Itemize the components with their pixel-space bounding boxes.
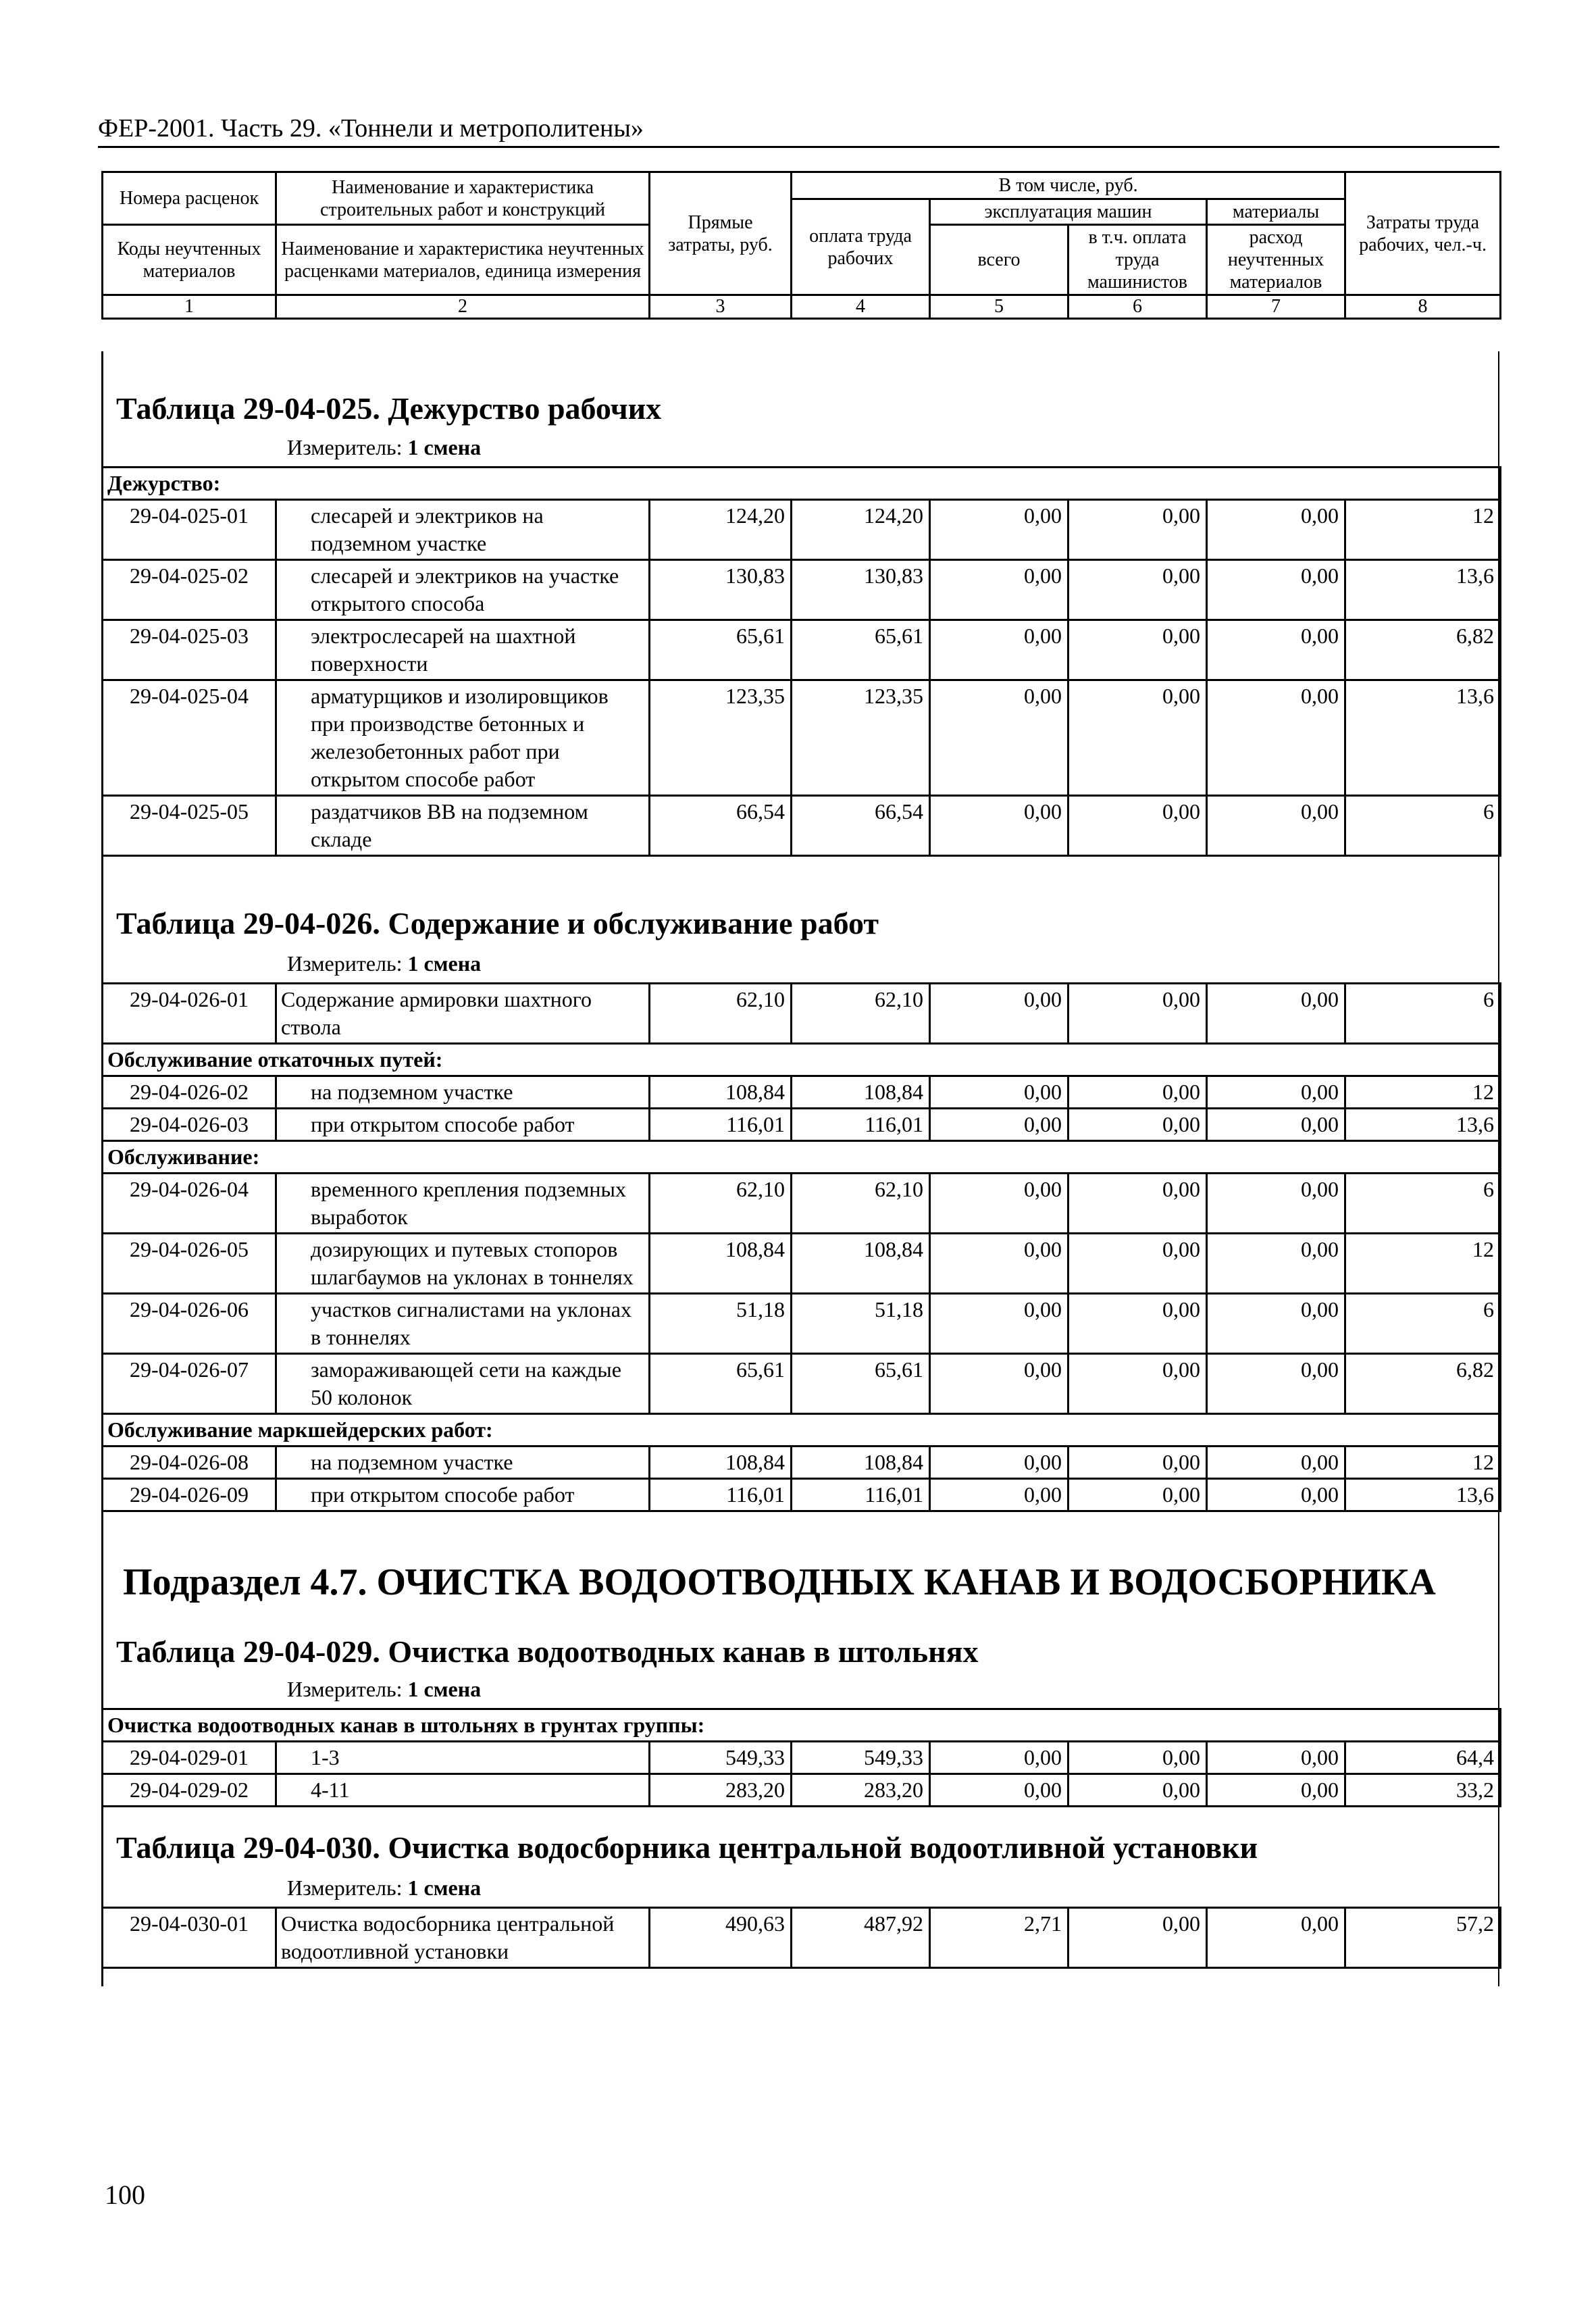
labor-pay: 487,92 xyxy=(792,1908,930,1968)
labor-pay: 124,20 xyxy=(792,500,930,560)
materials-cost: 0,00 xyxy=(1207,620,1345,680)
rate-code: 29-04-025-03 xyxy=(103,620,276,680)
header-rate-numbers: Номера расценок xyxy=(103,172,276,225)
machine-total: 0,00 xyxy=(930,680,1069,796)
work-description: 1-3 xyxy=(276,1742,650,1774)
direct-costs: 51,18 xyxy=(650,1294,792,1354)
materials-cost: 0,00 xyxy=(1207,1908,1345,1968)
direct-costs: 549,33 xyxy=(650,1742,792,1774)
header-including: В том числе, руб. xyxy=(792,172,1345,199)
measure-line xyxy=(287,951,481,976)
rate-code: 29-04-026-06 xyxy=(103,1294,276,1354)
machine-total: 0,00 xyxy=(930,500,1069,560)
work-description: слесарей и электриков на участке открытого способа xyxy=(276,560,650,620)
table-row xyxy=(103,560,1501,620)
table-row xyxy=(103,796,1501,856)
document-header: ФЕР-2001. Часть 29. «Тоннели и метрополитены» xyxy=(98,114,644,143)
machinist-pay: 0,00 xyxy=(1069,1294,1207,1354)
machine-total: 0,00 xyxy=(930,620,1069,680)
header-unaccounted-codes: Коды неучтенных материалов xyxy=(103,225,276,295)
measure-label: Измеритель: xyxy=(287,1677,403,1701)
work-description: арматурщиков и изолировщиков при производстве бетонных и железобетонных работ при открытом способе работ xyxy=(276,680,650,796)
group-header-row xyxy=(103,1141,1501,1174)
column-number: 1 xyxy=(103,295,276,319)
rate-code: 29-04-030-01 xyxy=(103,1908,276,1968)
machinist-pay: 0,00 xyxy=(1069,1354,1207,1414)
subsection-title: Подраздел 4.7. ОЧИСТКА ВОДООТВОДНЫХ КАНАВ И ВОДОСБОРНИКА xyxy=(123,1561,1436,1603)
rate-code: 29-04-026-05 xyxy=(103,1234,276,1294)
rate-code: 29-04-026-08 xyxy=(103,1447,276,1479)
column-number: 8 xyxy=(1345,295,1501,319)
table-row xyxy=(103,500,1501,560)
table-row xyxy=(103,680,1501,796)
rates-table xyxy=(101,1708,1501,1807)
table-row xyxy=(103,1774,1501,1807)
materials-cost: 0,00 xyxy=(1207,1174,1345,1234)
materials-cost: 0,00 xyxy=(1207,1354,1345,1414)
materials-cost: 0,00 xyxy=(1207,796,1345,856)
direct-costs: 108,84 xyxy=(650,1234,792,1294)
group-header-row xyxy=(103,468,1501,500)
labor-pay: 66,54 xyxy=(792,796,930,856)
direct-costs: 124,20 xyxy=(650,500,792,560)
materials-cost: 0,00 xyxy=(1207,1109,1345,1141)
labor-hours: 12 xyxy=(1345,1447,1501,1479)
direct-costs: 116,01 xyxy=(650,1479,792,1511)
table-row xyxy=(103,1742,1501,1774)
column-number: 6 xyxy=(1069,295,1207,319)
labor-pay: 108,84 xyxy=(792,1076,930,1109)
measure-label: Измеритель: xyxy=(287,951,403,976)
labor-pay: 283,20 xyxy=(792,1774,930,1807)
group-header-row xyxy=(103,1709,1501,1742)
labor-pay: 549,33 xyxy=(792,1742,930,1774)
labor-pay: 108,84 xyxy=(792,1447,930,1479)
measure-line xyxy=(287,435,481,460)
work-description: на подземном участке xyxy=(276,1447,650,1479)
rate-code: 29-04-025-01 xyxy=(103,500,276,560)
direct-costs: 490,63 xyxy=(650,1908,792,1968)
labor-hours: 13,6 xyxy=(1345,560,1501,620)
work-description: раздатчиков ВВ на подземном складе xyxy=(276,796,650,856)
machinist-pay: 0,00 xyxy=(1069,680,1207,796)
rate-code: 29-04-025-05 xyxy=(103,796,276,856)
machinist-pay: 0,00 xyxy=(1069,1774,1207,1807)
machinist-pay: 0,00 xyxy=(1069,1479,1207,1511)
materials-cost: 0,00 xyxy=(1207,1076,1345,1109)
direct-costs: 283,20 xyxy=(650,1774,792,1807)
column-number: 4 xyxy=(792,295,930,319)
materials-cost: 0,00 xyxy=(1207,984,1345,1044)
labor-hours: 13,6 xyxy=(1345,1479,1501,1511)
header-direct-costs: Прямые затраты, руб. xyxy=(650,172,792,295)
machine-total: 0,00 xyxy=(930,796,1069,856)
measure-label: Измеритель: xyxy=(287,435,403,459)
labor-hours: 12 xyxy=(1345,1234,1501,1294)
labor-hours: 12 xyxy=(1345,1076,1501,1109)
header-work-name: Наименование и характеристика строительных работ и конструкций xyxy=(276,172,650,225)
work-description: электрослесарей на шахтной поверхности xyxy=(276,620,650,680)
machinist-pay: 0,00 xyxy=(1069,1076,1207,1109)
page-number: 100 xyxy=(105,2180,145,2210)
table-row xyxy=(103,1908,1501,1968)
direct-costs: 62,10 xyxy=(650,984,792,1044)
materials-cost: 0,00 xyxy=(1207,500,1345,560)
column-number: 7 xyxy=(1207,295,1345,319)
labor-hours: 6,82 xyxy=(1345,620,1501,680)
table-row xyxy=(103,620,1501,680)
table-title: Таблица 29-04-025. Дежурство рабочих xyxy=(116,391,662,426)
work-description: замораживающей сети на каждые 50 колонок xyxy=(276,1354,650,1414)
machinist-pay: 0,00 xyxy=(1069,1447,1207,1479)
work-description: 4-11 xyxy=(276,1774,650,1807)
machine-total: 0,00 xyxy=(930,1354,1069,1414)
labor-pay: 62,10 xyxy=(792,984,930,1044)
machinist-pay: 0,00 xyxy=(1069,500,1207,560)
machine-total: 0,00 xyxy=(930,1174,1069,1234)
header-machinist-pay: в т.ч. оплата труда машинистов xyxy=(1069,225,1207,295)
table-row xyxy=(103,1294,1501,1354)
rates-table xyxy=(101,1907,1501,1969)
column-header-table xyxy=(101,171,1501,320)
table-title: Таблица 29-04-026. Содержание и обслуживание работ xyxy=(116,906,879,940)
machinist-pay: 0,00 xyxy=(1069,1742,1207,1774)
table-row xyxy=(103,1109,1501,1141)
table-row xyxy=(103,1234,1501,1294)
column-number: 3 xyxy=(650,295,792,319)
direct-costs: 108,84 xyxy=(650,1076,792,1109)
materials-cost: 0,00 xyxy=(1207,1294,1345,1354)
header-rule xyxy=(98,146,1499,148)
machinist-pay: 0,00 xyxy=(1069,984,1207,1044)
header-machine-total: всего xyxy=(930,225,1069,295)
work-description: при открытом способе работ xyxy=(276,1109,650,1141)
direct-costs: 62,10 xyxy=(650,1174,792,1234)
labor-hours: 13,6 xyxy=(1345,1109,1501,1141)
work-description: дозирующих и путевых стопоров шлагбаумов на уклонах в тоннелях xyxy=(276,1234,650,1294)
machinist-pay: 0,00 xyxy=(1069,1234,1207,1294)
labor-pay: 116,01 xyxy=(792,1109,930,1141)
labor-pay: 65,61 xyxy=(792,620,930,680)
group-label: Очистка водоотводных канав в штольнях в грунтах группы: xyxy=(103,1709,1501,1742)
labor-hours: 6,82 xyxy=(1345,1354,1501,1414)
materials-cost: 0,00 xyxy=(1207,680,1345,796)
rate-code: 29-04-029-02 xyxy=(103,1774,276,1807)
machine-total: 0,00 xyxy=(930,1234,1069,1294)
rate-code: 29-04-029-01 xyxy=(103,1742,276,1774)
labor-hours: 12 xyxy=(1345,500,1501,560)
column-number: 2 xyxy=(276,295,650,319)
machinist-pay: 0,00 xyxy=(1069,620,1207,680)
machinist-pay: 0,00 xyxy=(1069,796,1207,856)
machine-total: 2,71 xyxy=(930,1908,1069,1968)
materials-cost: 0,00 xyxy=(1207,1234,1345,1294)
rate-code: 29-04-025-04 xyxy=(103,680,276,796)
work-description: участков сигналистами на уклонах в тоннелях xyxy=(276,1294,650,1354)
table-row xyxy=(103,984,1501,1044)
table-title: Таблица 29-04-030. Очистка водосборника центральной водоотливной установки xyxy=(116,1830,1258,1865)
machine-total: 0,00 xyxy=(930,1774,1069,1807)
materials-cost: 0,00 xyxy=(1207,560,1345,620)
machine-total: 0,00 xyxy=(930,1109,1069,1141)
work-description: Содержание армировки шахтного ствола xyxy=(276,984,650,1044)
labor-hours: 57,2 xyxy=(1345,1908,1501,1968)
machinist-pay: 0,00 xyxy=(1069,560,1207,620)
work-description: слесарей и электриков на подземном участке xyxy=(276,500,650,560)
labor-hours: 33,2 xyxy=(1345,1774,1501,1807)
direct-costs: 123,35 xyxy=(650,680,792,796)
table-row xyxy=(103,1354,1501,1414)
rate-code: 29-04-026-07 xyxy=(103,1354,276,1414)
rates-table xyxy=(101,466,1501,857)
machine-total: 0,00 xyxy=(930,1076,1069,1109)
direct-costs: 65,61 xyxy=(650,620,792,680)
labor-pay: 130,83 xyxy=(792,560,930,620)
table-title: Таблица 29-04-029. Очистка водоотводных канав в штольнях xyxy=(116,1634,979,1669)
machinist-pay: 0,00 xyxy=(1069,1174,1207,1234)
direct-costs: 66,54 xyxy=(650,796,792,856)
header-labor-costs: Затраты труда рабочих, чел.-ч. xyxy=(1345,172,1501,295)
rate-code: 29-04-026-01 xyxy=(103,984,276,1044)
labor-pay: 108,84 xyxy=(792,1234,930,1294)
labor-hours: 6 xyxy=(1345,1294,1501,1354)
machine-total: 0,00 xyxy=(930,1479,1069,1511)
machinist-pay: 0,00 xyxy=(1069,1908,1207,1968)
materials-cost: 0,00 xyxy=(1207,1447,1345,1479)
group-label: Обслуживание откаточных путей: xyxy=(103,1044,1501,1076)
labor-pay: 116,01 xyxy=(792,1479,930,1511)
measure-line xyxy=(287,1677,481,1702)
measure-value: 1 смена xyxy=(407,1876,482,1900)
labor-hours: 6 xyxy=(1345,984,1501,1044)
header-labor-pay: оплата труда рабочих xyxy=(792,199,930,295)
group-label: Обслуживание маркшейдерских работ: xyxy=(103,1414,1501,1447)
work-description: на подземном участке xyxy=(276,1076,650,1109)
rate-code: 29-04-026-03 xyxy=(103,1109,276,1141)
labor-pay: 51,18 xyxy=(792,1294,930,1354)
direct-costs: 130,83 xyxy=(650,560,792,620)
group-header-row xyxy=(103,1414,1501,1447)
rate-code: 29-04-026-09 xyxy=(103,1479,276,1511)
table-row xyxy=(103,1174,1501,1234)
work-description: временного крепления подземных выработок xyxy=(276,1174,650,1234)
rate-code: 29-04-026-04 xyxy=(103,1174,276,1234)
header-materials-consumption: расход неучтенных материалов xyxy=(1207,225,1345,295)
header-materials-name: Наименование и характеристика неучтенных расценками материалов, единица измерения xyxy=(276,225,650,295)
materials-cost: 0,00 xyxy=(1207,1774,1345,1807)
measure-line xyxy=(287,1876,481,1901)
group-label: Обслуживание: xyxy=(103,1141,1501,1174)
machine-total: 0,00 xyxy=(930,560,1069,620)
table-row xyxy=(103,1076,1501,1109)
work-description: Очистка водосборника центральной водоотливной установки xyxy=(276,1908,650,1968)
machine-total: 0,00 xyxy=(930,1447,1069,1479)
measure-value: 1 смена xyxy=(407,951,482,976)
column-number: 5 xyxy=(930,295,1069,319)
machine-total: 0,00 xyxy=(930,1742,1069,1774)
direct-costs: 108,84 xyxy=(650,1447,792,1479)
machine-total: 0,00 xyxy=(930,984,1069,1044)
labor-hours: 6 xyxy=(1345,1174,1501,1234)
rates-table xyxy=(101,982,1501,1512)
measure-label: Измеритель: xyxy=(287,1876,403,1900)
measure-value: 1 смена xyxy=(407,1677,482,1701)
header-materials: материалы xyxy=(1207,199,1345,225)
materials-cost: 0,00 xyxy=(1207,1742,1345,1774)
rate-code: 29-04-026-02 xyxy=(103,1076,276,1109)
work-description: при открытом способе работ xyxy=(276,1479,650,1511)
machinist-pay: 0,00 xyxy=(1069,1109,1207,1141)
group-header-row xyxy=(103,1044,1501,1076)
measure-value: 1 смена xyxy=(407,435,482,459)
table-row xyxy=(103,1447,1501,1479)
direct-costs: 116,01 xyxy=(650,1109,792,1141)
labor-pay: 65,61 xyxy=(792,1354,930,1414)
direct-costs: 65,61 xyxy=(650,1354,792,1414)
table-row xyxy=(103,1479,1501,1511)
labor-hours: 13,6 xyxy=(1345,680,1501,796)
group-label: Дежурство: xyxy=(103,468,1501,500)
labor-pay: 62,10 xyxy=(792,1174,930,1234)
labor-hours: 64,4 xyxy=(1345,1742,1501,1774)
labor-hours: 6 xyxy=(1345,796,1501,856)
header-machine-operation: эксплуатация машин xyxy=(930,199,1207,225)
labor-pay: 123,35 xyxy=(792,680,930,796)
rate-code: 29-04-025-02 xyxy=(103,560,276,620)
materials-cost: 0,00 xyxy=(1207,1479,1345,1511)
machine-total: 0,00 xyxy=(930,1294,1069,1354)
